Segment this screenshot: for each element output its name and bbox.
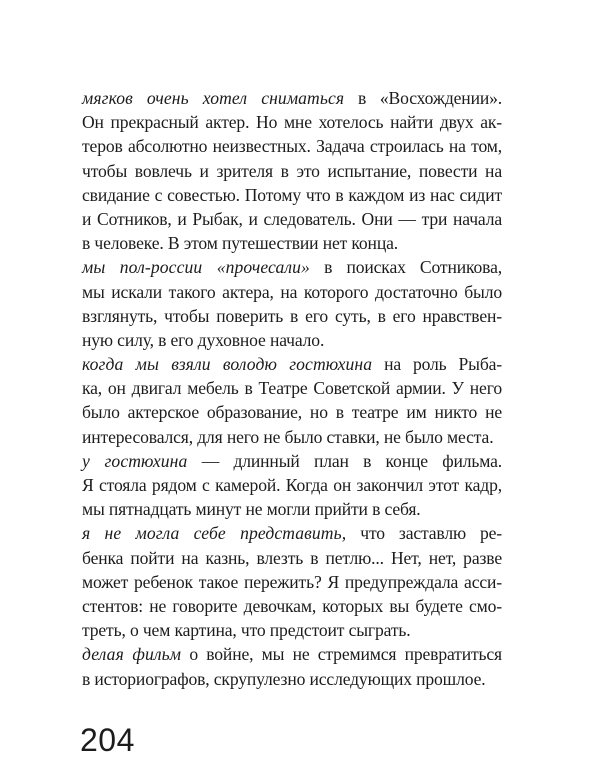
text-line: ка, он двигал мебель в Театре Советской армии. У него	[82, 378, 502, 399]
paragraph-4	[82, 449, 502, 522]
paragraph-lead: делая фильм	[82, 644, 182, 665]
paragraph-6	[82, 642, 502, 690]
text-line: стентов: не говорите девочкам, которых вы будете смо-	[82, 595, 502, 616]
text-line: мягков очень хотел сниматься в «Восхождении».	[82, 88, 502, 108]
text-line: мы пятнадцать минут не могли прийти в себя.	[82, 499, 421, 520]
paragraph-2	[82, 255, 502, 352]
paragraph-3	[82, 352, 502, 449]
text-line: чтобы вовлечь и зрителя в это испытание, повести на	[82, 160, 502, 181]
paragraph-5	[82, 521, 502, 642]
paragraph-lead: мы пол-россии «прочесали»	[82, 257, 310, 278]
text-line: Он прекрасный актер. Но мне хотелось найти двух ак-	[82, 112, 502, 133]
paragraph-lead: я не могла себе представить,	[82, 523, 347, 544]
text-line: бенка пойти на казнь, влезть в петлю... Нет, нет, разве	[82, 547, 502, 568]
text-line: мы искали такого актера, на которого достаточно было	[82, 281, 502, 302]
body-text	[82, 86, 502, 691]
paragraph-lead: когда мы взяли володю гостюхина	[82, 354, 373, 375]
paragraph-lead: у гостюхина	[82, 450, 188, 471]
text-line: ную силу, в его духовное начало.	[82, 329, 325, 350]
text-line: может ребенок такое пережить? Я предупреждала асси-	[82, 571, 502, 592]
text-line: в историографов, скрупулезно исследующих прошлое.	[82, 668, 486, 689]
page-number: 204	[80, 722, 135, 758]
text-line: Я стояла рядом с камерой. Когда он закончил этот кадр,	[82, 475, 502, 495]
text-line: когда мы взяли володю гостюхина на роль Рыба-	[82, 354, 502, 375]
text-line: в человеке. В этом путешествии нет конца.	[82, 233, 398, 254]
text-line: мы пол-россии «прочесали» в поисках Сотникова,	[82, 257, 502, 278]
text-line: я не могла себе представить, что заставлю ре-	[82, 523, 502, 544]
text-line: треть, о чем картина, что предстоит сыграть.	[82, 620, 411, 641]
text-line: взглянуть, чтобы поверить в его суть, в его нравствен-	[82, 305, 502, 326]
text-line: у гостюхина — длинный план в конце фильма.	[82, 450, 502, 471]
text-line: и Сотников, и Рыбак, и следователь. Они — три начала	[82, 208, 502, 229]
paragraph-lead: мягков очень хотел сниматься	[82, 88, 345, 108]
text-line: теров абсолютно неизвестных. Задача строилась на том,	[82, 136, 502, 157]
text-line: интересовался, для него не было ставки, не было места.	[82, 426, 494, 447]
text-line: делая фильм о войне, мы не стремимся превратиться	[82, 644, 502, 665]
paragraph-1	[82, 86, 502, 255]
text-line: было актерское образование, но в театре им никто не	[82, 402, 502, 423]
text-line: свидание с совестью. Потому что в каждом из нас сидит	[82, 184, 502, 205]
